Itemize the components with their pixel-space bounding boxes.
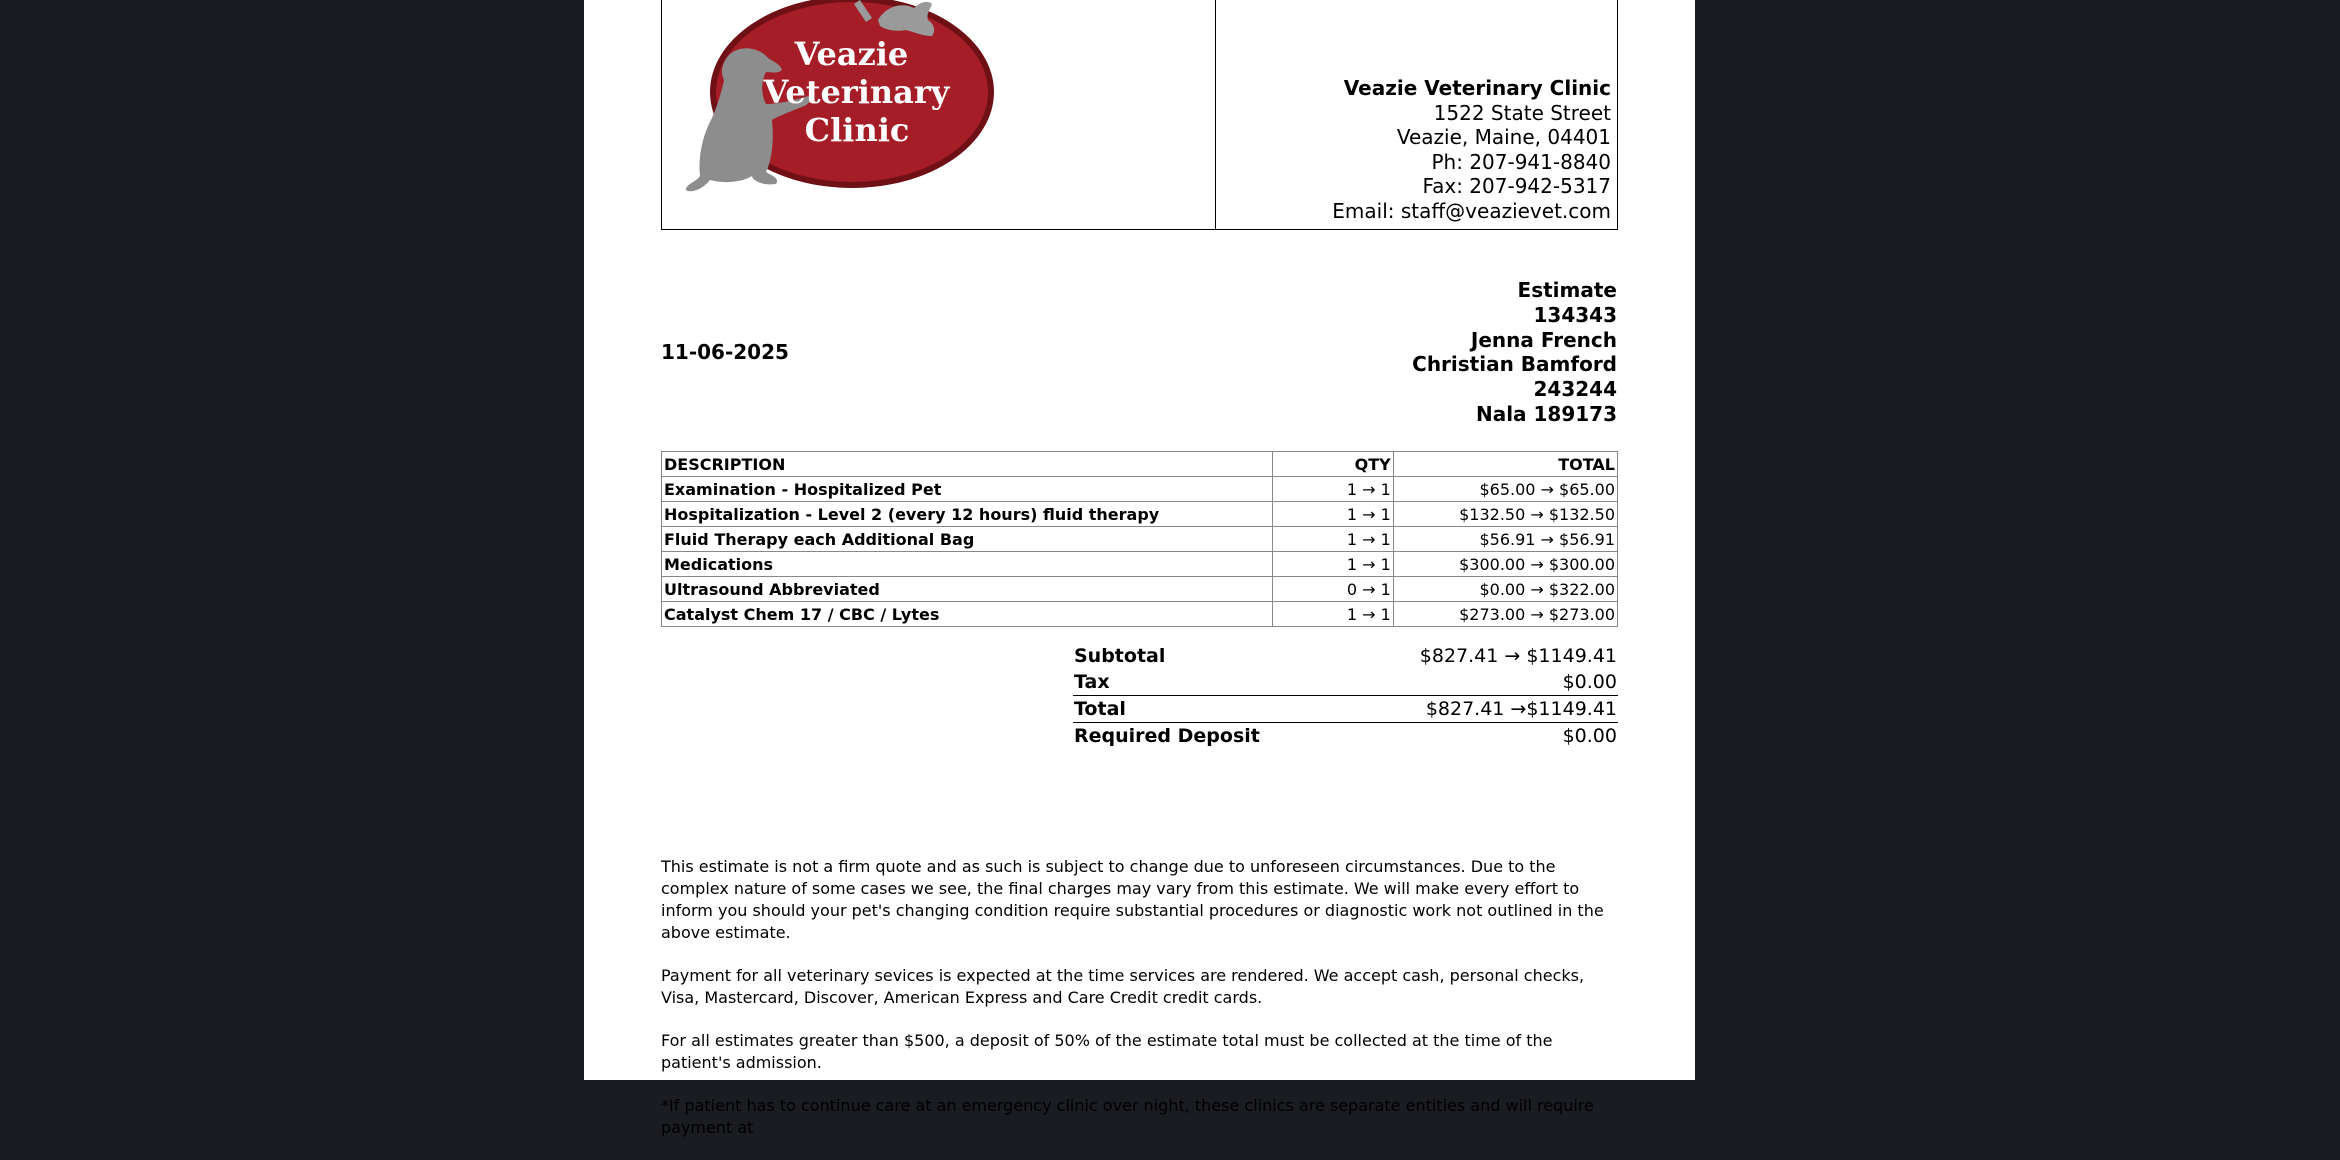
subtotal-value: $827.41 → $1149.41 — [1419, 645, 1617, 667]
doctor-name: Christian Bamford — [1412, 352, 1617, 377]
table-row — [662, 502, 1618, 527]
letterhead — [661, 0, 1618, 230]
note-estimate-change: This estimate is not a firm quote and as such is subject to change due to unforeseen circumstances. Due to the complex nature of some cases we see, the final charges may vary from this estimate. We will make every effort to inform you should your pet's changing condition require substantial procedures or diagnostic work not outlined in the above estimate. — [661, 857, 1604, 942]
row-description: Fluid Therapy each Additional Bag — [662, 527, 1273, 552]
deposit-label: Required Deposit — [1074, 725, 1260, 747]
clinic-email[interactable]: Email: staff@veazievet.com — [1332, 198, 1611, 223]
estimate-number: 134343 — [1533, 302, 1617, 327]
row-qty: 1 → 1 — [1272, 477, 1393, 502]
deposit-value: $0.00 — [1562, 725, 1617, 747]
table-row — [662, 602, 1618, 627]
clinic-name: Veazie Veterinary Clinic — [1343, 76, 1611, 100]
header-qty: QTY — [1272, 452, 1393, 477]
note-deposit: For all estimates greater than $500, a deposit of 50% of the estimate total must be collected at the time of the patient's admission. — [661, 1031, 1553, 1072]
header-total: TOTAL — [1393, 452, 1617, 477]
table-row — [662, 552, 1618, 577]
disclaimer-notes — [661, 856, 1618, 1160]
subtotal-row — [1073, 643, 1618, 669]
line-items-table — [661, 451, 1618, 627]
estimate-title: Estimate — [1517, 278, 1617, 302]
row-qty: 1 → 1 — [1272, 527, 1393, 552]
table-row — [662, 527, 1618, 552]
patient-name: Nala 189173 — [1475, 401, 1617, 426]
total-row — [1073, 695, 1618, 722]
clinic-fax: Fax: 207-942-5317 — [1422, 174, 1611, 198]
tax-row — [1073, 669, 1618, 695]
logo-line-3: Clinic — [804, 111, 910, 149]
table-row — [662, 477, 1618, 502]
clinic-phone: Ph: 207-941-8840 — [1431, 149, 1611, 174]
note-emergency: *If patient has to continue care at an emergency clinic over night, these clinics are separate entities and will require payment at — [661, 1096, 1594, 1137]
logo-line-1: Veazie — [794, 35, 909, 73]
row-total: $0.00 → $322.00 — [1393, 577, 1617, 602]
clinic-logo — [682, 0, 1012, 210]
logo-cell — [662, 0, 1216, 229]
client-name: Jenna French — [1470, 327, 1617, 352]
row-qty: 1 → 1 — [1272, 552, 1393, 577]
clinic-city: Veazie, Maine, 04401 — [1396, 125, 1611, 149]
row-total: $300.00 → $300.00 — [1393, 552, 1617, 577]
total-label: Total — [1074, 698, 1126, 720]
account-number: 243244 — [1533, 377, 1617, 402]
table-header-row — [662, 452, 1618, 477]
row-total: $65.00 → $65.00 — [1393, 477, 1617, 502]
row-description: Medications — [662, 552, 1273, 577]
row-qty: 1 → 1 — [1272, 502, 1393, 527]
totals-block — [1073, 643, 1618, 749]
total-value: $827.41 →$1149.41 — [1425, 698, 1617, 720]
row-description: Catalyst Chem 17 / CBC / Lytes — [662, 602, 1273, 627]
row-description: Examination - Hospitalized Pet — [662, 477, 1273, 502]
header-description: DESCRIPTION — [662, 452, 1273, 477]
row-description: Hospitalization - Level 2 (every 12 hours) fluid therapy — [662, 502, 1273, 527]
estimate-info — [1412, 278, 1617, 427]
clinic-address-block — [1216, 0, 1617, 229]
row-qty: 0 → 1 — [1272, 577, 1393, 602]
row-total: $56.91 → $56.91 — [1393, 527, 1617, 552]
row-description: Ultrasound Abbreviated — [662, 577, 1273, 602]
table-row — [662, 577, 1618, 602]
tax-label: Tax — [1074, 671, 1110, 693]
estimate-date: 11-06-2025 — [661, 340, 789, 364]
deposit-row — [1073, 722, 1618, 749]
subtotal-label: Subtotal — [1074, 645, 1166, 667]
logo-line-2: Veterinary — [763, 73, 950, 111]
tax-value: $0.00 — [1562, 671, 1617, 693]
row-total: $132.50 → $132.50 — [1393, 502, 1617, 527]
row-total: $273.00 → $273.00 — [1393, 602, 1617, 627]
note-payment: Payment for all veterinary sevices is expected at the time services are rendered. We accept cash, personal checks, Visa, Mastercard, Discover, American Express and Care Credit credit cards. — [661, 966, 1585, 1007]
row-qty: 1 → 1 — [1272, 602, 1393, 627]
clinic-street: 1522 State Street — [1433, 100, 1611, 125]
estimate-document — [584, 0, 1695, 1137]
